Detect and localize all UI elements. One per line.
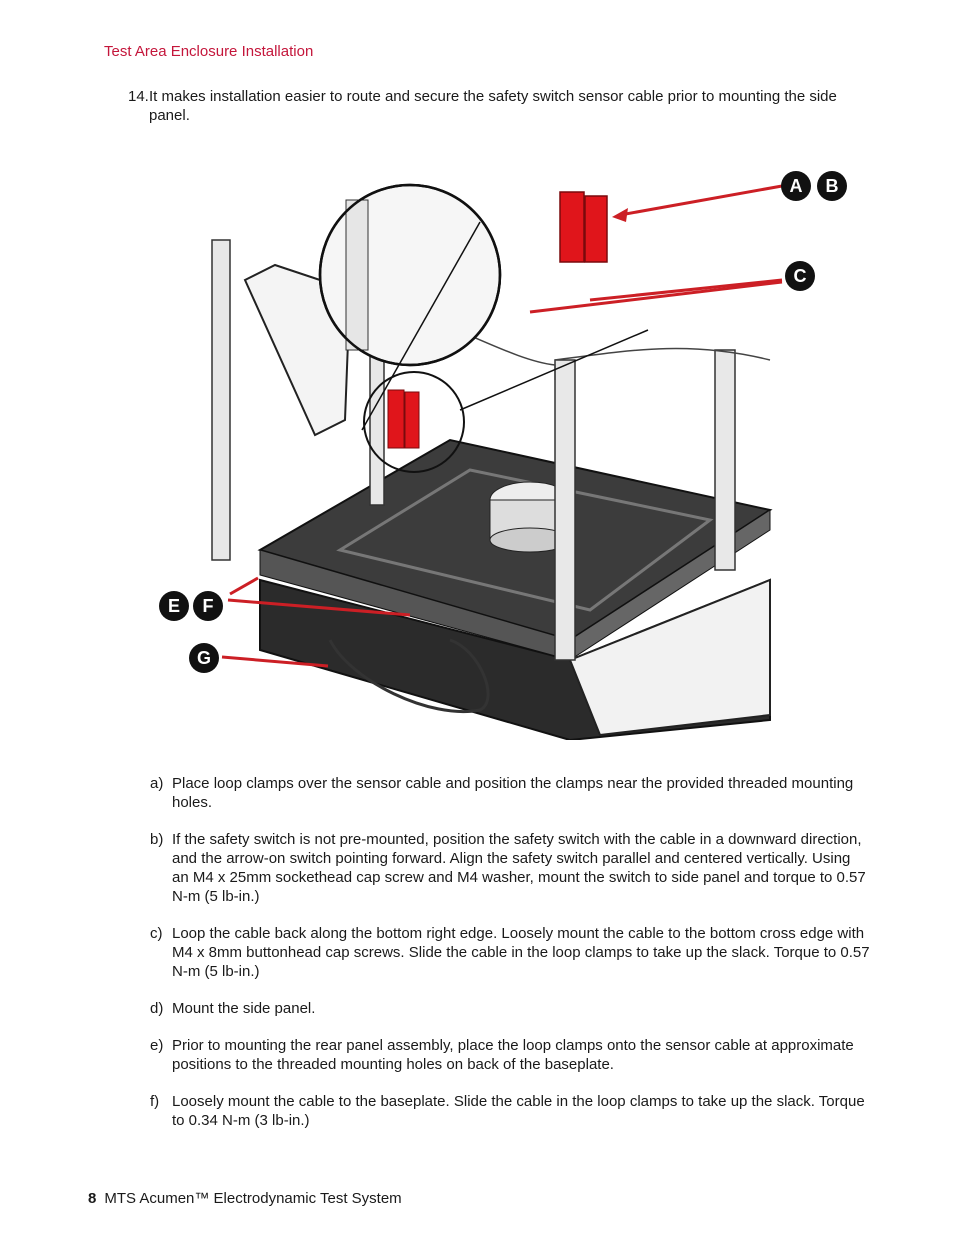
section-header: Test Area Enclosure Installation xyxy=(104,43,314,60)
list-item xyxy=(150,999,870,1018)
item-text: If the safety switch is not pre-mounted, position the safety switch with the cable in a downward direction, and the arrow-on switch pointing forward. Align the safety switch parallel and centered vertically. Using an M4 x 25mm sockethead cap screw and M4 washer, mount the switch to side panel and torque to 0.57 N-m (5 lb-in.) xyxy=(172,831,866,905)
list-item xyxy=(150,924,870,981)
step-text: It makes installation easier to route and secure the safety switch sensor cable prior to mounting the side panel. xyxy=(149,88,837,124)
list-item xyxy=(150,774,870,812)
callout-b xyxy=(817,171,847,201)
svg-text:B: B xyxy=(825,176,839,196)
callout-c xyxy=(785,261,815,291)
svg-text:E: E xyxy=(167,596,181,616)
list-item xyxy=(150,830,870,906)
page-number: 8 xyxy=(88,1190,97,1207)
svg-text:C: C xyxy=(793,266,807,286)
list-item xyxy=(150,1092,870,1130)
item-text: Loop the cable back along the bottom right edge. Loosely mount the cable to the bottom cross edge with M4 x 8mm buttonhead cap screws. Slide the cable in the loop clamps to take up the slack. Torque to 0.57 N-m (5 lb-in.) xyxy=(172,925,870,980)
page-footer xyxy=(88,1190,402,1207)
item-text: Prior to mounting the rear panel assembly, place the loop clamps onto the sensor cable at approximate positions to the threaded mounting holes on back of the baseplate. xyxy=(172,1037,854,1073)
item-letter: a) xyxy=(150,775,164,792)
callout-a xyxy=(781,171,811,201)
item-text: Loosely mount the cable to the baseplate. Slide the cable in the loop clamps to take up the slack. Torque to 0.34 N-m (3 lb-in.) xyxy=(172,1093,865,1129)
item-letter: e) xyxy=(150,1037,164,1054)
list-item xyxy=(150,1036,870,1074)
item-text: Place loop clamps over the sensor cable and position the clamps near the provided threaded mounting holes. xyxy=(172,775,854,811)
svg-text:G: G xyxy=(196,648,212,668)
callout-g xyxy=(189,643,219,673)
item-letter: d) xyxy=(150,1000,164,1017)
item-letter: c) xyxy=(150,925,163,942)
svg-text:A: A xyxy=(789,176,803,196)
step-number: 14. xyxy=(128,88,149,105)
callout-e xyxy=(159,591,189,621)
instruction-list xyxy=(150,774,870,1148)
svg-text:F: F xyxy=(202,596,214,616)
callout-f xyxy=(193,591,223,621)
document-title: MTS Acumen™ Electrodynamic Test System xyxy=(104,1190,402,1207)
item-letter: f) xyxy=(150,1093,160,1110)
enclosure-illustration xyxy=(150,160,870,740)
item-letter: b) xyxy=(150,831,164,848)
item-text: Mount the side panel. xyxy=(172,1000,316,1017)
